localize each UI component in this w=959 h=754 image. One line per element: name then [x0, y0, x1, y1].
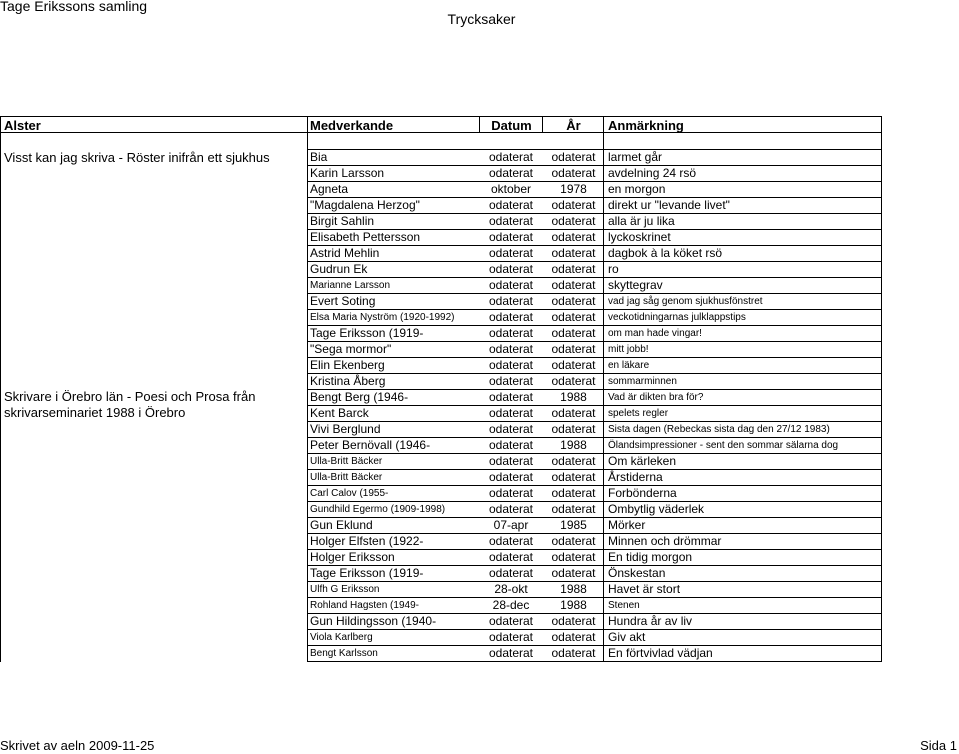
medverkande-cell: Agneta — [310, 182, 349, 196]
ar-cell: odaterat — [551, 374, 596, 388]
alster-title-line: Visst kan jag skriva - Röster inifrån ett sjukhus — [4, 150, 270, 165]
ar-cell: odaterat — [551, 550, 596, 564]
ar-cell: odaterat — [551, 214, 596, 228]
table-row — [308, 549, 882, 565]
table-row — [308, 245, 882, 261]
medverkande-cell: Holger Eriksson — [310, 550, 395, 564]
anmarkning-cell: spelets regler — [608, 408, 669, 419]
anmarkning-cell: en morgon — [608, 182, 666, 196]
column-header-anmarkning — [604, 116, 882, 133]
table-row — [308, 613, 882, 629]
grid-line-left — [0, 116, 1, 662]
ar-cell: odaterat — [551, 566, 596, 580]
datum-cell: oktober — [490, 182, 532, 196]
anmarkning-cell: dagbok à la köket rsö — [608, 246, 723, 260]
table-row — [308, 229, 882, 245]
table-row — [308, 437, 882, 453]
anmarkning-cell: om man hade vingar! — [608, 328, 702, 339]
anmarkning-cell: En förtvivlad vädjan — [608, 646, 713, 660]
medverkande-cell: Tage Eriksson (1919- — [310, 326, 424, 340]
medverkande-cell: Peter Bernövall (1946- — [310, 438, 431, 452]
table-row — [308, 309, 882, 325]
medverkande-cell: Rohland Hagsten (1949- — [310, 600, 419, 611]
anmarkning-cell: Om kärleken — [608, 454, 677, 468]
anmarkning-cell: veckotidningarnas julklappstips — [608, 312, 746, 323]
ar-cell: odaterat — [551, 342, 596, 356]
anmarkning-cell: larmet går — [608, 150, 663, 164]
anmarkning-cell: Ombytlig väderlek — [608, 502, 705, 516]
anmarkning-cell: Sista dagen (Rebeckas sista dag den 27/12 1983) — [608, 424, 830, 435]
datum-cell: odaterat — [488, 486, 534, 500]
ar-cell: odaterat — [551, 406, 596, 420]
datum-cell: odaterat — [488, 406, 534, 420]
medverkande-cell: Viola Karlberg — [310, 632, 373, 643]
page-number: Sida 1 — [920, 738, 957, 753]
table-row — [308, 181, 882, 197]
medverkande-cell: Bengt Berg (1946- — [310, 390, 409, 404]
anmarkning-cell: Minnen och drömmar — [608, 534, 722, 548]
ar-cell: odaterat — [551, 454, 596, 468]
datum-cell: odaterat — [488, 294, 534, 308]
datum-cell: odaterat — [488, 566, 534, 580]
medverkande-cell: Kent Barck — [310, 406, 369, 420]
ar-cell: 1988 — [560, 582, 587, 596]
column-header-datum — [480, 116, 543, 133]
ar-cell: 1988 — [560, 598, 587, 612]
ar-cell: odaterat — [551, 470, 596, 484]
datum-cell: odaterat — [488, 278, 534, 292]
datum-cell: odaterat — [488, 230, 534, 244]
datum-cell: odaterat — [488, 614, 534, 628]
footer-author: Skrivet av aeln 2009-11-25 — [0, 738, 155, 753]
datum-cell: odaterat — [488, 342, 534, 356]
ar-cell: odaterat — [551, 502, 596, 516]
datum-cell: odaterat — [488, 390, 534, 404]
datum-cell: odaterat — [488, 166, 534, 180]
ar-cell: odaterat — [551, 422, 596, 436]
ar-cell: odaterat — [551, 358, 596, 372]
table-row — [308, 373, 882, 389]
ar-cell: odaterat — [551, 486, 596, 500]
ar-cell: odaterat — [551, 630, 596, 644]
anmarkning-cell: en läkare — [608, 360, 650, 371]
datum-cell: 07-apr — [493, 518, 529, 532]
table-row — [308, 421, 882, 437]
datum-header-label: Datum — [491, 118, 532, 133]
table-row — [308, 325, 882, 341]
ar-cell: odaterat — [551, 614, 596, 628]
ar-cell: odaterat — [551, 246, 596, 260]
medverkande-cell: Elsa Maria Nyström (1920-1992) — [310, 312, 455, 323]
alster-entry — [4, 150, 270, 166]
medverkande-cell: Elin Ekenberg — [310, 358, 385, 372]
ar-cell: odaterat — [551, 166, 596, 180]
medverkande-cell: Kristina Åberg — [310, 374, 386, 388]
table-row — [308, 277, 882, 293]
anmarkning-cell: skyttegrav — [608, 278, 663, 292]
datum-cell: odaterat — [488, 246, 534, 260]
ar-cell: odaterat — [551, 262, 596, 276]
ar-cell: odaterat — [551, 150, 596, 164]
anmarkning-cell: avdelning 24 rsö — [608, 166, 697, 180]
datum-cell: odaterat — [488, 630, 534, 644]
medverkande-cell: Karin Larsson — [310, 166, 385, 180]
ar-cell: odaterat — [551, 230, 596, 244]
medverkande-cell: Gundhild Egermo (1909-1998) — [310, 504, 446, 515]
medverkande-cell: Ulla-Britt Bäcker — [310, 456, 383, 467]
medverkande-cell: Astrid Mehlin — [310, 246, 380, 260]
medverkande-cell: Gun Eklund — [310, 518, 373, 532]
anmarkning-header-label: Anmärkning — [608, 118, 684, 133]
medverkande-cell: Ulla-Britt Bäcker — [310, 472, 383, 483]
medverkande-cell: Gudrun Ek — [310, 262, 368, 276]
datum-cell: odaterat — [488, 470, 534, 484]
table-row — [308, 389, 882, 405]
datum-cell: odaterat — [488, 646, 534, 660]
table-row — [308, 405, 882, 421]
datum-cell: odaterat — [488, 550, 534, 564]
trycksaker-table — [308, 149, 882, 662]
medverkande-cell: Elisabeth Pettersson — [310, 230, 421, 244]
table-row — [308, 597, 882, 613]
anmarkning-cell: sommarminnen — [608, 376, 677, 387]
medverkande-cell: Tage Eriksson (1919- — [310, 566, 424, 580]
anmarkning-cell: Giv akt — [608, 630, 646, 644]
anmarkning-cell: Mörker — [608, 518, 646, 532]
anmarkning-cell: Ölandsimpressioner - sent den sommar sälarna dog — [608, 440, 839, 451]
datum-cell: odaterat — [488, 374, 534, 388]
table-row — [308, 629, 882, 645]
table-row — [308, 261, 882, 277]
table-row — [308, 341, 882, 357]
medverkande-cell: Bengt Karlsson — [310, 648, 378, 659]
datum-cell: odaterat — [488, 422, 534, 436]
table-row — [308, 517, 882, 533]
datum-cell: odaterat — [488, 502, 534, 516]
ar-cell: 1988 — [560, 438, 587, 452]
anmarkning-cell: Årstiderna — [608, 470, 663, 484]
datum-cell: odaterat — [488, 358, 534, 372]
table-row — [308, 165, 882, 181]
datum-cell: 28-dec — [492, 598, 530, 612]
datum-cell: odaterat — [488, 454, 534, 468]
column-header-medverkande — [308, 116, 480, 133]
ar-cell: odaterat — [551, 534, 596, 548]
datum-cell: odaterat — [488, 326, 534, 340]
datum-cell: odaterat — [488, 150, 534, 164]
anmarkning-cell: alla är ju lika — [608, 214, 675, 228]
ar-header-label: År — [566, 118, 581, 133]
table-row — [308, 213, 882, 229]
table-row — [308, 533, 882, 549]
anmarkning-cell: Hundra år av liv — [608, 614, 693, 628]
anmarkning-cell: Stenen — [608, 600, 640, 611]
medverkande-header-label: Medverkande — [310, 118, 394, 133]
ar-cell: odaterat — [551, 278, 596, 292]
medverkande-cell: "Magdalena Herzog" — [310, 198, 420, 212]
ar-cell: odaterat — [551, 294, 596, 308]
anmarkning-cell: Vad är dikten bra för? — [608, 392, 704, 403]
table-row — [308, 645, 882, 662]
alster-title-line: skrivarseminariet 1988 i Örebro — [4, 405, 186, 420]
datum-cell: odaterat — [488, 198, 534, 212]
ar-cell: 1988 — [560, 390, 587, 404]
medverkande-cell: Holger Elfsten (1922- — [310, 534, 424, 548]
medverkande-cell: Ulfh G Eriksson — [310, 584, 380, 595]
medverkande-cell: "Sega mormor" — [310, 342, 392, 356]
table-row — [308, 357, 882, 373]
column-header-alster — [0, 116, 308, 133]
anmarkning-cell: lyckoskrinet — [608, 230, 671, 244]
medverkande-cell: Carl Calov (1955- — [310, 488, 389, 499]
medverkande-cell: Marianne Larsson — [310, 280, 391, 291]
collection-title: Tage Erikssons samling — [0, 0, 148, 14]
medverkande-cell: Gun Hildingsson (1940- — [310, 614, 437, 628]
medverkande-cell: Birgit Sahlin — [310, 214, 375, 228]
datum-cell: 28-okt — [494, 582, 528, 596]
ar-cell: 1985 — [560, 518, 587, 532]
column-header-ar — [543, 116, 604, 133]
anmarkning-cell: ro — [608, 262, 619, 276]
grid-line-datum — [479, 116, 480, 133]
table-row — [308, 565, 882, 581]
anmarkning-cell: vad jag såg genom sjukhusfönstret — [608, 296, 763, 307]
ar-cell: odaterat — [551, 198, 596, 212]
datum-cell: odaterat — [488, 534, 534, 548]
anmarkning-cell: direkt ur "levande livet" — [608, 198, 730, 212]
section-title: Trycksaker — [447, 11, 516, 27]
grid-line-ar — [542, 116, 543, 133]
datum-cell: odaterat — [488, 262, 534, 276]
medverkande-cell: Evert Soting — [310, 294, 376, 308]
table-row — [308, 501, 882, 517]
ar-cell: odaterat — [551, 326, 596, 340]
ar-cell: 1978 — [560, 182, 587, 196]
alster-entry — [4, 389, 255, 421]
table-row — [308, 453, 882, 469]
table-row — [308, 485, 882, 501]
alster-header-label: Alster — [4, 118, 41, 133]
table-row — [308, 293, 882, 309]
anmarkning-cell: En tidig morgon — [608, 550, 693, 564]
anmarkning-cell: Havet är stort — [608, 582, 681, 596]
datum-cell: odaterat — [488, 438, 534, 452]
table-row — [308, 197, 882, 213]
ar-cell: odaterat — [551, 310, 596, 324]
alster-title-line: Skrivare i Örebro län - Poesi och Prosa från — [4, 389, 256, 404]
datum-cell: odaterat — [488, 310, 534, 324]
medverkande-cell: Vivi Berglund — [310, 422, 381, 436]
table-row — [308, 149, 882, 165]
medverkande-cell: Bia — [310, 150, 328, 164]
ar-cell: odaterat — [551, 646, 596, 660]
table-row — [308, 581, 882, 597]
anmarkning-cell: Önskestan — [608, 566, 666, 580]
table-row — [308, 469, 882, 485]
datum-cell: odaterat — [488, 214, 534, 228]
anmarkning-cell: Forbönderna — [608, 486, 677, 500]
anmarkning-cell: mitt jobb! — [608, 344, 649, 355]
